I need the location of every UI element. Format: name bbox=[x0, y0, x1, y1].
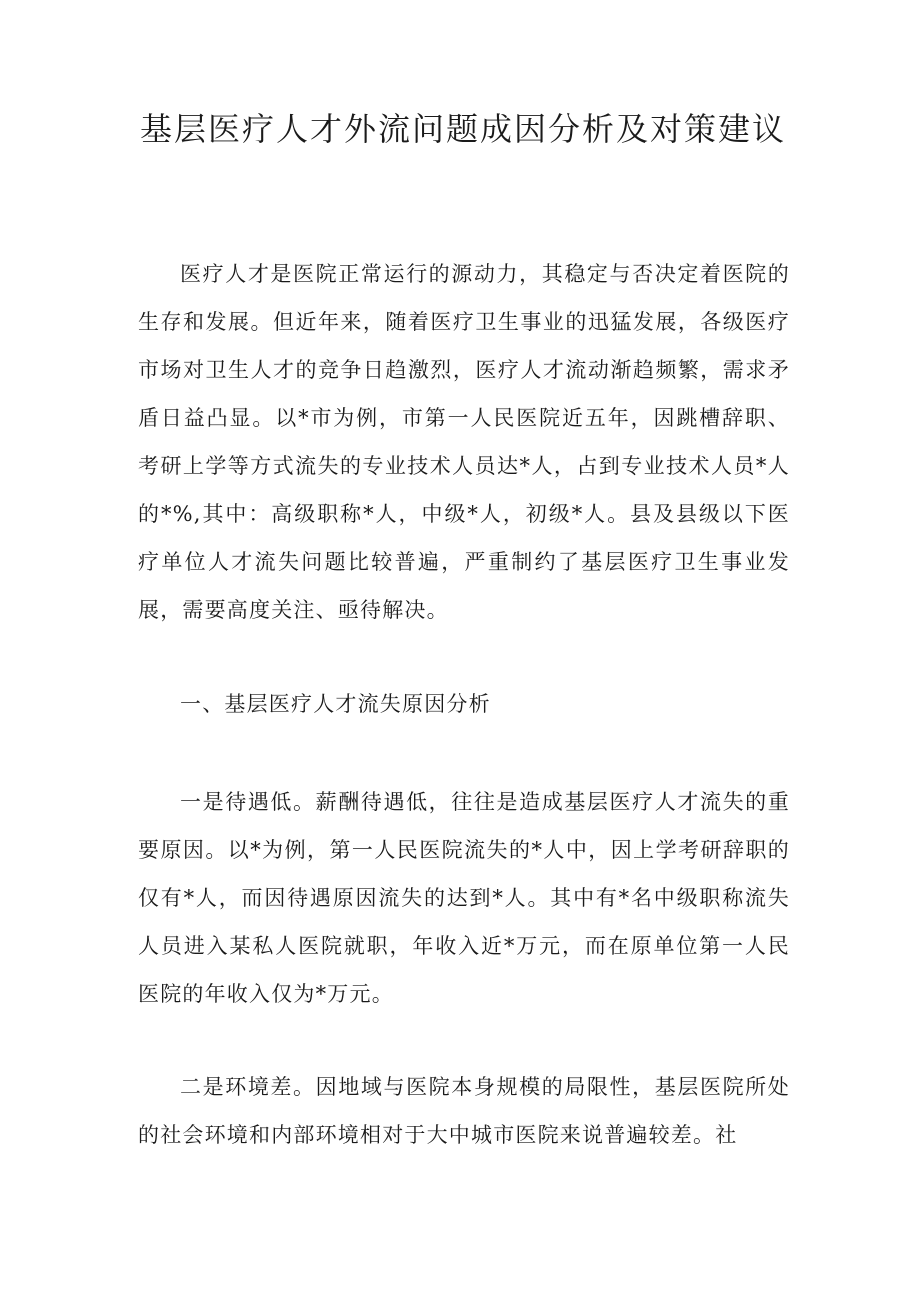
paragraph-intro: 医疗人才是医院正常运行的源动力，其稳定与否决定着医院的生存和发展。但近年来，随着医疗卫生事业的迅猛发展，各级医疗市场对卫生人才的竞争日趋激烈，医疗人才流动渐趋频繁，需求矛盾日益凸显。以*市为例，市第一人民医院近五年，因跳槽辞职、考研上学等方式流失的专业技术人员达*人，占到专业技术人员*人的*%,其中：高级职称*人，中级*人，初级*人。县及县级以下医疗单位人才流失问题比较普遍，严重制约了基层医疗卫生事业发展，需要高度关注、亟待解决。 bbox=[138, 262, 790, 622]
document-title: 基层医疗人才外流问题成因分析及对策建议 bbox=[139, 110, 786, 148]
paragraph-environment: 二是环境差。因地域与医院本身规模的局限性，基层医院所处的社会环境和内部环境相对于大中城市医院来说普遍较差。社 bbox=[138, 1075, 790, 1147]
section-heading: 一、基层医疗人才流失原因分析 bbox=[180, 692, 491, 716]
paragraph-low-pay: 一是待遇低。薪酬待遇低，往往是造成基层医疗人才流失的重要原因。以*为例，第一人民医院流失的*人中，因上学考研辞职的仅有*人，而因待遇原因流失的达到*人。其中有*名中级职称流失人员进入某私人医院就职，年收入近*万元，而在原单位第一人民医院的年收入仅为*万元。 bbox=[138, 790, 790, 1006]
